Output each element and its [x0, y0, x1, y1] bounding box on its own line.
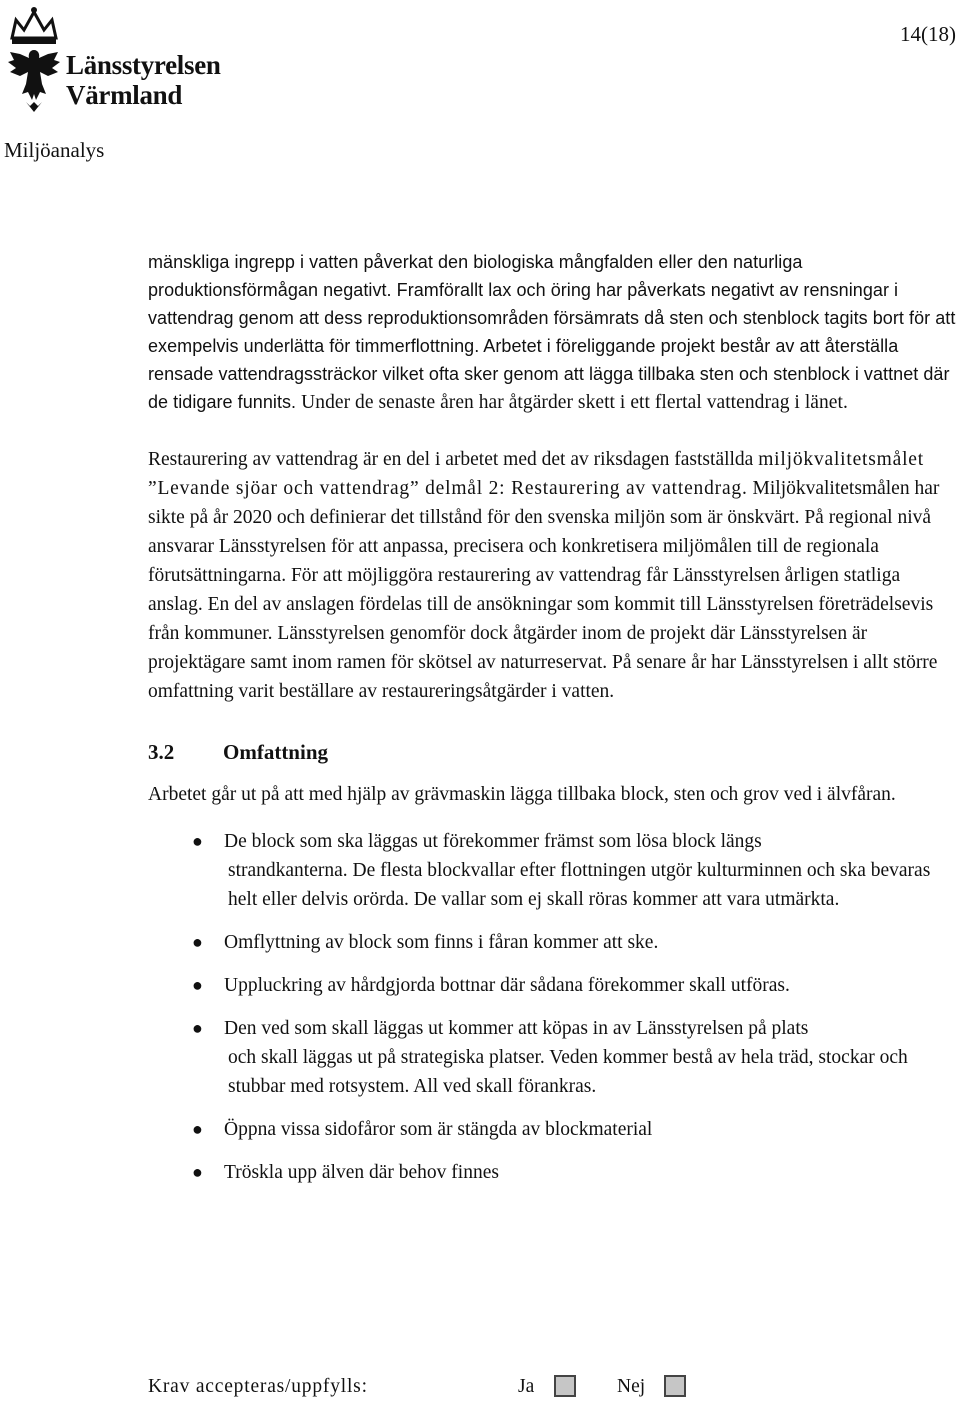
- list-item: [148, 1115, 956, 1144]
- list-item-text: Uppluckring av hårdgjorda bottnar där sådana förekommer skall utföras.: [224, 975, 790, 996]
- org-name-line2: Värmland: [66, 80, 183, 110]
- yes-label: Ja: [518, 1376, 535, 1397]
- page-number: 14(18): [900, 22, 956, 46]
- list-item: [148, 827, 956, 914]
- bullet-icon: ●: [192, 831, 203, 851]
- crown-eagle-icon: [2, 2, 66, 120]
- document-body: [148, 248, 956, 1201]
- bullet-icon: ●: [192, 1119, 203, 1139]
- list-item-text: Öppna vissa sidofåror som är stängda av blockmaterial: [224, 1119, 653, 1140]
- list-item-text: Den ved som skall läggas ut kommer att köpas in av Länsstyrelsen på plats: [224, 1018, 809, 1039]
- org-name-line1: Länsstyrelsen: [66, 50, 221, 80]
- list-item-continuation: strandkanterna. De flesta blockvallar efter flottningen utgör kulturminnen och ska bevaras helt eller delvis orörda. De vallar som ej skall röras kommer att vara utmärkta.: [228, 860, 931, 910]
- paragraph-1-tail: Under de senaste åren har åtgärder skett i ett flertal vattendrag i länet.: [301, 392, 848, 413]
- bullet-list: [148, 827, 956, 1187]
- bullet-icon: ●: [192, 975, 203, 995]
- section-heading: [148, 736, 956, 768]
- section-label: Miljöanalys: [4, 138, 105, 162]
- paragraph-2-rest: Miljökvalitetsmålen har sikte på år 2020 och definierar det tillstånd för den svenska miljön som är önskvärt. På regional nivå ansvarar Länsstyrelsen för att anpassa, precisera och konkretisera miljömålen till de regionala förutsättningarna. För att möjliggöra restaurering av vattendrag får Länsstyrelsen årligen statliga anslag. En del av anslagen fördelas till de ansökningar som kommit till Länsstyrelsen företrädelsevis från kommuner. Länsstyrelsen genomför dock åtgärder inom de projekt där Länsstyrelsen är projektägare samt inom ramen för skötsel av naturreservat. På senare år har Länsstyrelsen i allt större omfattning varit beställare av restaureringsåtgärder i vatten.: [148, 478, 940, 702]
- bullet-icon: ●: [192, 1162, 203, 1182]
- bullet-icon: ●: [192, 932, 203, 952]
- list-item: [148, 1158, 956, 1187]
- section-heading-title: Omfattning: [223, 740, 328, 764]
- acceptance-label: Krav accepteras/uppfylls:: [148, 1376, 368, 1397]
- yes-checkbox[interactable]: [554, 1375, 576, 1397]
- paragraph-3: Arbetet går ut på att med hjälp av grävmaskin lägga tillbaka block, sten och grov ved i älvfåran.: [148, 784, 896, 805]
- list-item-text: Omflyttning av block som finns i fåran kommer att ske.: [224, 932, 659, 953]
- no-checkbox[interactable]: [664, 1375, 686, 1397]
- list-item-text: Tröskla upp älven där behov finnes: [224, 1162, 499, 1183]
- list-item-continuation: och skall läggas ut på strategiska platser. Veden kommer bestå av hela träd, stockar och stubbar med rotsystem. All ved skall förankras.: [228, 1047, 908, 1097]
- list-item: [148, 928, 956, 957]
- paragraph-2-start: Restaurering av vattendrag är en del i arbetet med det av riksdagen fastställda: [148, 449, 754, 470]
- list-item: [148, 971, 956, 1000]
- lansstyrelsen-logo: [2, 2, 232, 120]
- paragraph-1: [148, 248, 956, 417]
- section-heading-number: 3.2: [148, 740, 175, 764]
- bullet-icon: ●: [192, 1018, 203, 1038]
- paragraph-1-text: mänskliga ingrepp i vatten påverkat den biologiska mångfalden eller den naturliga produktionsförmågan negativt. Framförallt lax och öring har påverkats negativt av rensningar i vattendrag genom att dess reproduktionsområden försämrats då sten och stenblock tagits bort för att exempelvis underlätta för timmerflottning. Arbetet i föreliggande projekt består av att återställa rensade vattendragssträckor vilket ofta sker genom att lägga tillbaka sten och stenblock i vattnet där de tidigare funnits.: [148, 252, 956, 412]
- paragraph-2-goal: miljökvalitetsmålet ”Levande sjöar och vattendrag” delmål 2: Restaurering av vattendrag.: [148, 449, 924, 499]
- acceptance-row: [148, 1372, 960, 1406]
- organization-name: [66, 50, 221, 110]
- no-label: Nej: [617, 1376, 646, 1397]
- list-item-text: De block som ska läggas ut förekommer främst som lösa block längs: [224, 831, 762, 852]
- paragraph-2: [148, 445, 956, 706]
- list-item: [148, 1014, 956, 1101]
